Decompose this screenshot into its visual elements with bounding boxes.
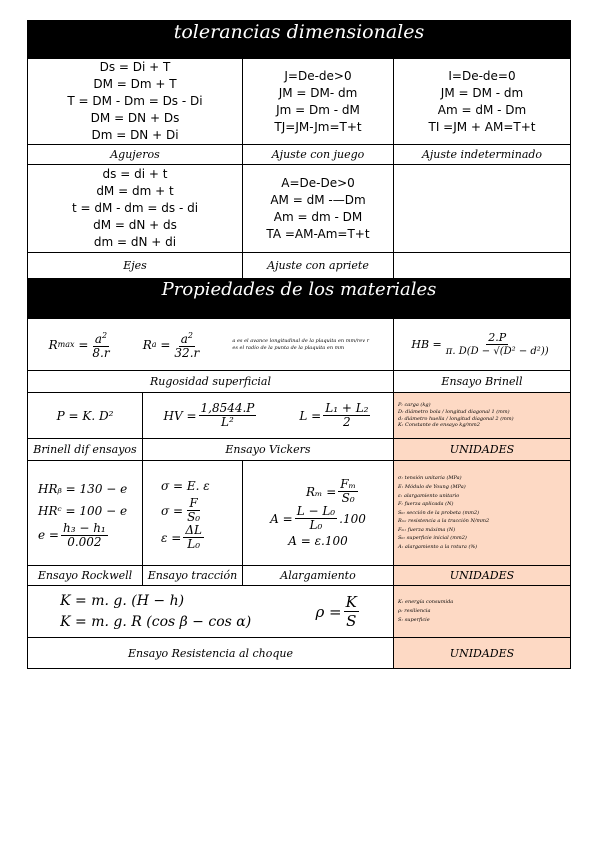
unidades-label: UNIDADES [394, 566, 570, 585]
ejes-formulas [28, 165, 243, 252]
sigma-num: F [189, 496, 198, 510]
formula-line: ds = di + t [102, 167, 168, 181]
brinell-dif-formula: P = K. D² [28, 393, 143, 438]
unidades-label: UNIDADES [394, 638, 570, 668]
hv-formula [164, 402, 259, 429]
sigma-fraction [185, 497, 202, 524]
brinell-formula [394, 319, 570, 370]
tolerancias-labels-1 [28, 145, 570, 165]
empty-cell [394, 253, 570, 278]
empty-cell [394, 165, 570, 252]
unit-line: d: diámetro huella / longitud diagonal 2 (mm) [398, 415, 514, 422]
formula-line: Dm = DN + Di [91, 128, 179, 142]
ajuste-apriete-label: Ajuste con apriete [243, 253, 394, 278]
formula-line: AM = dM -—Dm [270, 192, 366, 207]
ajuste-juego-label: Ajuste con juego [243, 145, 394, 164]
ajuste-juego-formulas [243, 59, 394, 144]
rmax-den: 8.r [92, 346, 110, 360]
agujeros-label: Agujeros [28, 145, 243, 164]
l-symbol: L = [299, 408, 322, 423]
traccion-labels [28, 566, 570, 586]
unit-line: F: fuerza aplicada (N) [398, 501, 454, 508]
vickers-labels [28, 439, 570, 461]
unit-line: K: energía consumida [398, 599, 454, 605]
brinell-dif-label: Brinell dif ensayos [28, 439, 143, 460]
hv-den: L² [221, 415, 234, 429]
rmax-exp: 2 [102, 331, 108, 340]
ra-num: a [180, 332, 188, 346]
tolerancias-title: tolerancias dimensionales [173, 21, 425, 43]
l-formula [299, 402, 372, 429]
unit-line: ε: alargamiento unitario [398, 492, 460, 499]
ejes-label: Ejes [28, 253, 243, 278]
tolerancias-row-2 [28, 165, 570, 253]
rugosidad-notes [232, 338, 372, 351]
rm-symbol: Rₘ = [306, 484, 337, 499]
e-formula [38, 522, 110, 549]
ra-subscript: a [151, 340, 157, 349]
formula-sheet [27, 20, 571, 669]
formula-line: T = DM - Dm = Ds - Di [67, 94, 203, 108]
hv-num: 1,8544.P [200, 401, 255, 415]
rm-formula [306, 478, 360, 505]
l-den: 2 [343, 415, 351, 429]
propiedades-title: Propiedades de los materiales [161, 279, 437, 300]
rmax-num: a [94, 332, 102, 346]
ra-formula: R a = $\frac{a^2}{32.r}$ [142, 331, 200, 360]
unit-line: A: alargamiento a la rotura (%) [398, 544, 478, 551]
traccion-label: Ensayo tracción [143, 566, 243, 585]
epsilon-num: ΔL [185, 523, 202, 537]
choque-labels [28, 638, 570, 668]
e-symbol: e = [38, 528, 59, 542]
formula-line: DM = DN + Ds [90, 111, 180, 125]
a2-formula: A = ε.100 [288, 534, 348, 548]
sigma-symbol: σ = [161, 503, 184, 518]
unit-line: E: Módulo de Young (MPa) [398, 483, 466, 490]
vickers-formulas [143, 393, 394, 438]
choque-label: Ensayo Resistencia al choque [28, 638, 394, 668]
vickers-row [28, 393, 570, 439]
formula-line: Am = dM - Dm [437, 102, 527, 117]
unidades-choque-list [394, 586, 570, 637]
rmax-symbol: R [48, 337, 58, 352]
a-symbol: A = [270, 511, 293, 526]
rm-den: S₀ [341, 491, 355, 505]
a-formula [270, 505, 366, 532]
traccion-formulas [143, 461, 243, 565]
choque-formulas [28, 586, 394, 637]
formula-line: dM = dm + t [96, 184, 174, 198]
formula-line: t = dM - dm = ds - di [71, 201, 199, 215]
rho-formula [315, 593, 360, 630]
formula-line: TI =JM + AM=T+t [428, 119, 536, 134]
hrc-formula: HRᶜ = 100 − e [38, 503, 128, 518]
tolerancias-row-1 [28, 59, 570, 145]
rugosidad-formulas [28, 319, 394, 370]
unit-line: σ: tensión unitaria (MPa) [398, 475, 462, 482]
hb-fraction [444, 331, 551, 358]
formula-line: DM = Dm + T [93, 77, 177, 91]
ajuste-indeterminado-label: Ajuste indeterminado [421, 148, 543, 161]
l-fraction [323, 402, 370, 429]
epsilon-symbol: ε = [161, 530, 182, 545]
brinell-label: Ensayo Brinell [441, 375, 523, 388]
unidades-traccion-list [394, 461, 570, 565]
rockwell-formulas [28, 461, 143, 565]
ajuste-indeterminado-formulas [394, 59, 570, 144]
unit-line: Rₘ: resistencia a la tracción N/mm2 [398, 518, 490, 525]
tolerancias-banner [28, 21, 570, 59]
rho-num: K [345, 593, 357, 611]
hb-den: π. D(D − √(D² − d²)) [445, 346, 549, 357]
ajuste-apriete-formulas [243, 165, 394, 252]
formula-line: Ds = Di + T [99, 60, 171, 74]
a-den: L₀ [309, 518, 323, 532]
choque-row [28, 586, 570, 638]
rm-num: Fₘ [340, 477, 356, 491]
e-fraction [61, 522, 108, 549]
formula-line: TA =AM-Am=T+t [266, 226, 370, 241]
note-line: a es el avance longitudinal de la plaquita en mm/rev [232, 337, 366, 344]
unidades-brinell-list [394, 393, 570, 438]
note-line: r es el radio de la punta de la plaquita en mm [232, 337, 370, 351]
rugosidad-row [28, 319, 570, 371]
rmax-subscript: max [57, 340, 75, 349]
formula-line: JM = DM- dm [278, 85, 358, 100]
ra-den: 32.r [174, 346, 200, 360]
hrb-formula: HRᵦ = 130 − e [38, 481, 128, 496]
unit-line: Fₘ: fuerza máxima (N) [398, 526, 456, 533]
formula-line: A=De-De>0 [281, 175, 355, 190]
rho-fraction [344, 593, 359, 630]
unit-line: K: Constante de ensayo kg/mm2 [398, 422, 480, 429]
epsilon-formula [161, 524, 206, 551]
rmax-fraction [90, 329, 111, 360]
unidades-label: UNIDADES [394, 439, 570, 460]
ra-fraction [172, 329, 201, 360]
e-num: h₃ − h₁ [62, 520, 106, 535]
epsilon-fraction [183, 524, 204, 551]
sigma-formula [161, 497, 204, 524]
unit-line: S: superficie [398, 617, 430, 623]
sigma-den: S₀ [187, 510, 201, 524]
epsilon-den: L₀ [187, 537, 201, 551]
hv-fraction [199, 402, 257, 429]
a-num: L − L₀ [296, 504, 336, 518]
traccion-row [28, 461, 570, 566]
rho-den: S [346, 612, 357, 630]
sigma-e-formula: σ = E. ε [161, 479, 210, 493]
formula-line: Jm = Dm - dM [276, 102, 360, 117]
formula-line: TJ=JM-Jm=T+t [274, 119, 362, 134]
energia-formula-1: K = m. g. (H − h) [60, 592, 185, 609]
l-num: L₁ + L₂ [325, 401, 369, 415]
rugosidad-labels [28, 371, 570, 393]
rm-fraction [338, 478, 358, 505]
propiedades-banner [28, 279, 570, 319]
unit-line: S₀: superficie inicial (mm2) [398, 535, 467, 542]
energia-formulas [60, 591, 251, 633]
formula-line: dm = dN + di [93, 235, 177, 249]
unit-line: D: diámetro bola / longitud diagonal 1 (mm) [398, 408, 510, 415]
vickers-label: Ensayo Vickers [143, 439, 394, 460]
hb-num: 2.P [488, 331, 507, 344]
alargamiento-label: Alargamiento [243, 566, 394, 585]
tolerancias-labels-2 [28, 253, 570, 279]
a-fraction [295, 505, 337, 532]
formula-line: J=De-de>0 [284, 68, 352, 83]
ra-symbol: R [142, 337, 152, 352]
a-tail: .100 [339, 511, 366, 526]
alargamiento-formulas [243, 461, 394, 565]
ra-exp: 2 [187, 331, 193, 340]
unit-line: ρ: resiliencia [398, 608, 431, 614]
agujeros-formulas [28, 59, 243, 144]
rugosidad-label: Rugosidad superficial [28, 371, 394, 392]
formula-line: dM = dN + ds [93, 218, 177, 232]
rmax-formula: R max = $\frac{a^2}{8.r}$ [48, 331, 110, 360]
formula-line: Am = dm - DM [273, 209, 363, 224]
e-den: 0.002 [67, 534, 102, 549]
formula-line: JM = DM - dm [440, 85, 524, 100]
hb-symbol: HB = [411, 338, 442, 351]
formula-line: I=De-de=0 [448, 68, 516, 83]
unit-line: S₀: sección de la probeta (mm2) [398, 509, 480, 516]
rho-symbol: ρ = [315, 602, 342, 621]
hv-symbol: HV = [163, 408, 197, 423]
energia-formula-2: K = m. g. R (cos β − cos α) [60, 613, 252, 630]
unit-line: P: carga (kg) [398, 402, 431, 409]
rockwell-label: Ensayo Rockwell [28, 566, 143, 585]
